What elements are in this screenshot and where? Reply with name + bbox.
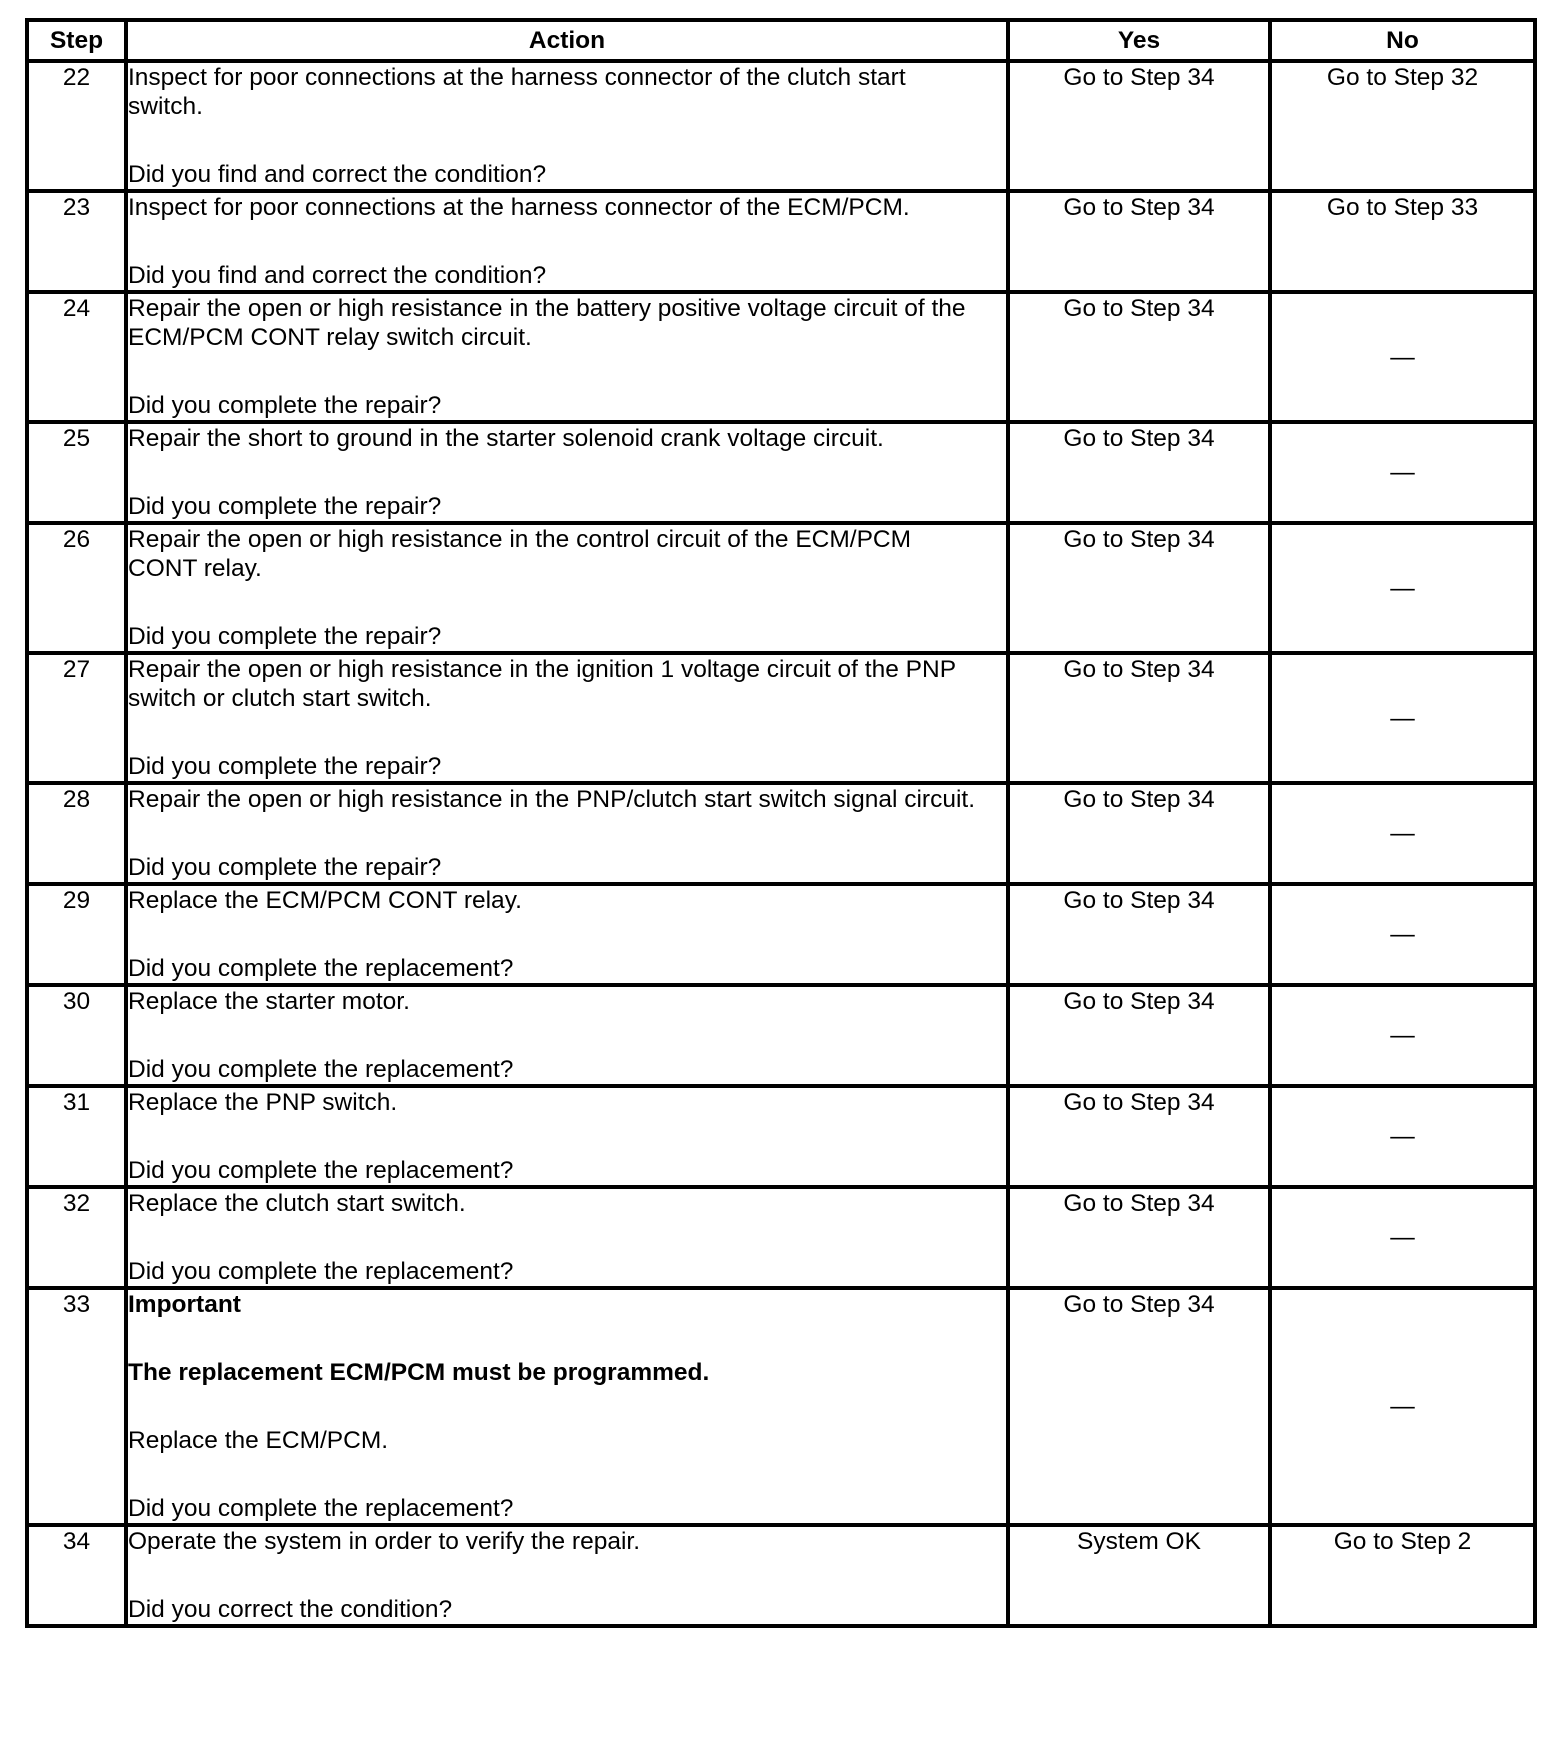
step-number: 24 <box>27 292 126 422</box>
step-number: 31 <box>27 1086 126 1187</box>
table-row <box>27 985 1535 1086</box>
paragraph-spacer <box>128 915 1006 954</box>
yes-result: Go to Step 34 <box>1008 191 1270 292</box>
yes-result: Go to Step 34 <box>1008 61 1270 191</box>
table-row <box>27 1187 1535 1288</box>
action-question: Did you complete the replacement? <box>128 1056 514 1083</box>
step-number: 22 <box>27 61 126 191</box>
step-number: 29 <box>27 884 126 985</box>
action-question: Did you complete the repair? <box>128 854 442 881</box>
step-number: 28 <box>27 783 126 884</box>
action-text: switch or clutch start switch. <box>128 685 432 712</box>
paragraph-spacer <box>128 1218 1006 1257</box>
yes-result: Go to Step 34 <box>1008 523 1270 653</box>
paragraph-spacer <box>128 1387 1006 1426</box>
action-text: Replace the clutch start switch. <box>128 1190 466 1217</box>
yes-result: Go to Step 34 <box>1008 985 1270 1086</box>
action-question: Did you complete the repair? <box>128 753 442 780</box>
action-text: Repair the open or high resistance in the ignition 1 voltage circuit of the PNP <box>128 656 957 683</box>
action-text: Repair the open or high resistance in the battery positive voltage circuit of the <box>128 295 966 322</box>
table-row <box>27 61 1535 191</box>
action-text: switch. <box>128 93 203 120</box>
header-yes: Yes <box>1008 20 1270 61</box>
important-note: The replacement ECM/PCM must be programmed. <box>128 1359 710 1386</box>
table-header-row <box>27 20 1535 61</box>
table-row <box>27 523 1535 653</box>
table-row <box>27 1525 1535 1626</box>
paragraph-spacer <box>128 814 1006 853</box>
paragraph-spacer <box>128 713 1006 752</box>
action-cell <box>126 783 1008 884</box>
action-question: Did you complete the replacement? <box>128 1258 514 1285</box>
table-row <box>27 653 1535 783</box>
yes-result: Go to Step 34 <box>1008 884 1270 985</box>
important-heading: Important <box>128 1291 241 1318</box>
action-text: CONT relay. <box>128 555 262 582</box>
action-text: Operate the system in order to verify the repair. <box>128 1528 641 1555</box>
no-result: — <box>1270 653 1535 783</box>
step-number: 27 <box>27 653 126 783</box>
paragraph-spacer <box>128 1319 1006 1358</box>
no-result: — <box>1270 422 1535 523</box>
diagnostic-table-page <box>25 18 1537 1628</box>
paragraph-spacer <box>128 1016 1006 1055</box>
no-result: — <box>1270 1187 1535 1288</box>
action-cell <box>126 884 1008 985</box>
no-result: — <box>1270 292 1535 422</box>
paragraph-spacer <box>128 453 1006 492</box>
table-row <box>27 191 1535 292</box>
action-text: Replace the PNP switch. <box>128 1089 398 1116</box>
table-row <box>27 1086 1535 1187</box>
table-row <box>27 422 1535 523</box>
action-cell <box>126 422 1008 523</box>
paragraph-spacer <box>128 121 1006 160</box>
paragraph-spacer <box>128 222 1006 261</box>
action-question: Did you correct the condition? <box>128 1596 453 1623</box>
yes-result: Go to Step 34 <box>1008 292 1270 422</box>
no-result: — <box>1270 783 1535 884</box>
header-action: Action <box>126 20 1008 61</box>
step-number: 25 <box>27 422 126 523</box>
action-question: Did you complete the repair? <box>128 392 442 419</box>
action-question: Did you complete the replacement? <box>128 1157 514 1184</box>
step-number: 26 <box>27 523 126 653</box>
paragraph-spacer <box>128 352 1006 391</box>
no-result: Go to Step 33 <box>1270 191 1535 292</box>
step-number: 33 <box>27 1288 126 1525</box>
header-step: Step <box>27 20 126 61</box>
step-number: 32 <box>27 1187 126 1288</box>
yes-result: Go to Step 34 <box>1008 1187 1270 1288</box>
no-result: Go to Step 32 <box>1270 61 1535 191</box>
yes-result: Go to Step 34 <box>1008 653 1270 783</box>
action-question: Did you complete the repair? <box>128 493 442 520</box>
yes-result: System OK <box>1008 1525 1270 1626</box>
action-cell <box>126 1525 1008 1626</box>
yes-result: Go to Step 34 <box>1008 1288 1270 1525</box>
no-result: — <box>1270 985 1535 1086</box>
diagnostic-table <box>25 18 1537 1628</box>
action-text: Inspect for poor connections at the harness connector of the ECM/PCM. <box>128 194 910 221</box>
action-question: Did you find and correct the condition? <box>128 161 547 188</box>
action-text: Repair the open or high resistance in the control circuit of the ECM/PCM <box>128 526 912 553</box>
action-text: Replace the ECM/PCM. <box>128 1427 389 1454</box>
paragraph-spacer <box>128 1556 1006 1595</box>
action-question: Did you complete the replacement? <box>128 955 514 982</box>
table-row <box>27 884 1535 985</box>
yes-result: Go to Step 34 <box>1008 783 1270 884</box>
action-question: Did you complete the replacement? <box>128 1495 514 1522</box>
action-cell <box>126 653 1008 783</box>
table-row <box>27 783 1535 884</box>
action-text: Repair the open or high resistance in the PNP/clutch start switch signal circuit. <box>128 786 976 813</box>
action-cell <box>126 1288 1008 1525</box>
no-result: — <box>1270 523 1535 653</box>
yes-result: Go to Step 34 <box>1008 422 1270 523</box>
action-text: Replace the ECM/PCM CONT relay. <box>128 887 522 914</box>
action-text: Repair the short to ground in the starter solenoid crank voltage circuit. <box>128 425 884 452</box>
header-no: No <box>1270 20 1535 61</box>
table-body <box>27 61 1535 1626</box>
action-question: Did you complete the repair? <box>128 623 442 650</box>
step-number: 23 <box>27 191 126 292</box>
yes-result: Go to Step 34 <box>1008 1086 1270 1187</box>
action-cell <box>126 191 1008 292</box>
action-cell <box>126 1086 1008 1187</box>
step-number: 34 <box>27 1525 126 1626</box>
no-result: — <box>1270 1288 1535 1525</box>
no-result: Go to Step 2 <box>1270 1525 1535 1626</box>
action-cell <box>126 292 1008 422</box>
paragraph-spacer <box>128 1117 1006 1156</box>
paragraph-spacer <box>128 1455 1006 1494</box>
action-text: Replace the starter motor. <box>128 988 410 1015</box>
action-text: ECM/PCM CONT relay switch circuit. <box>128 324 532 351</box>
paragraph-spacer <box>128 583 1006 622</box>
step-number: 30 <box>27 985 126 1086</box>
table-row <box>27 1288 1535 1525</box>
action-cell <box>126 985 1008 1086</box>
action-cell <box>126 1187 1008 1288</box>
action-text: Inspect for poor connections at the harness connector of the clutch start <box>128 64 906 91</box>
action-cell <box>126 61 1008 191</box>
no-result: — <box>1270 1086 1535 1187</box>
no-result: — <box>1270 884 1535 985</box>
action-question: Did you find and correct the condition? <box>128 262 547 289</box>
table-row <box>27 292 1535 422</box>
action-cell <box>126 523 1008 653</box>
